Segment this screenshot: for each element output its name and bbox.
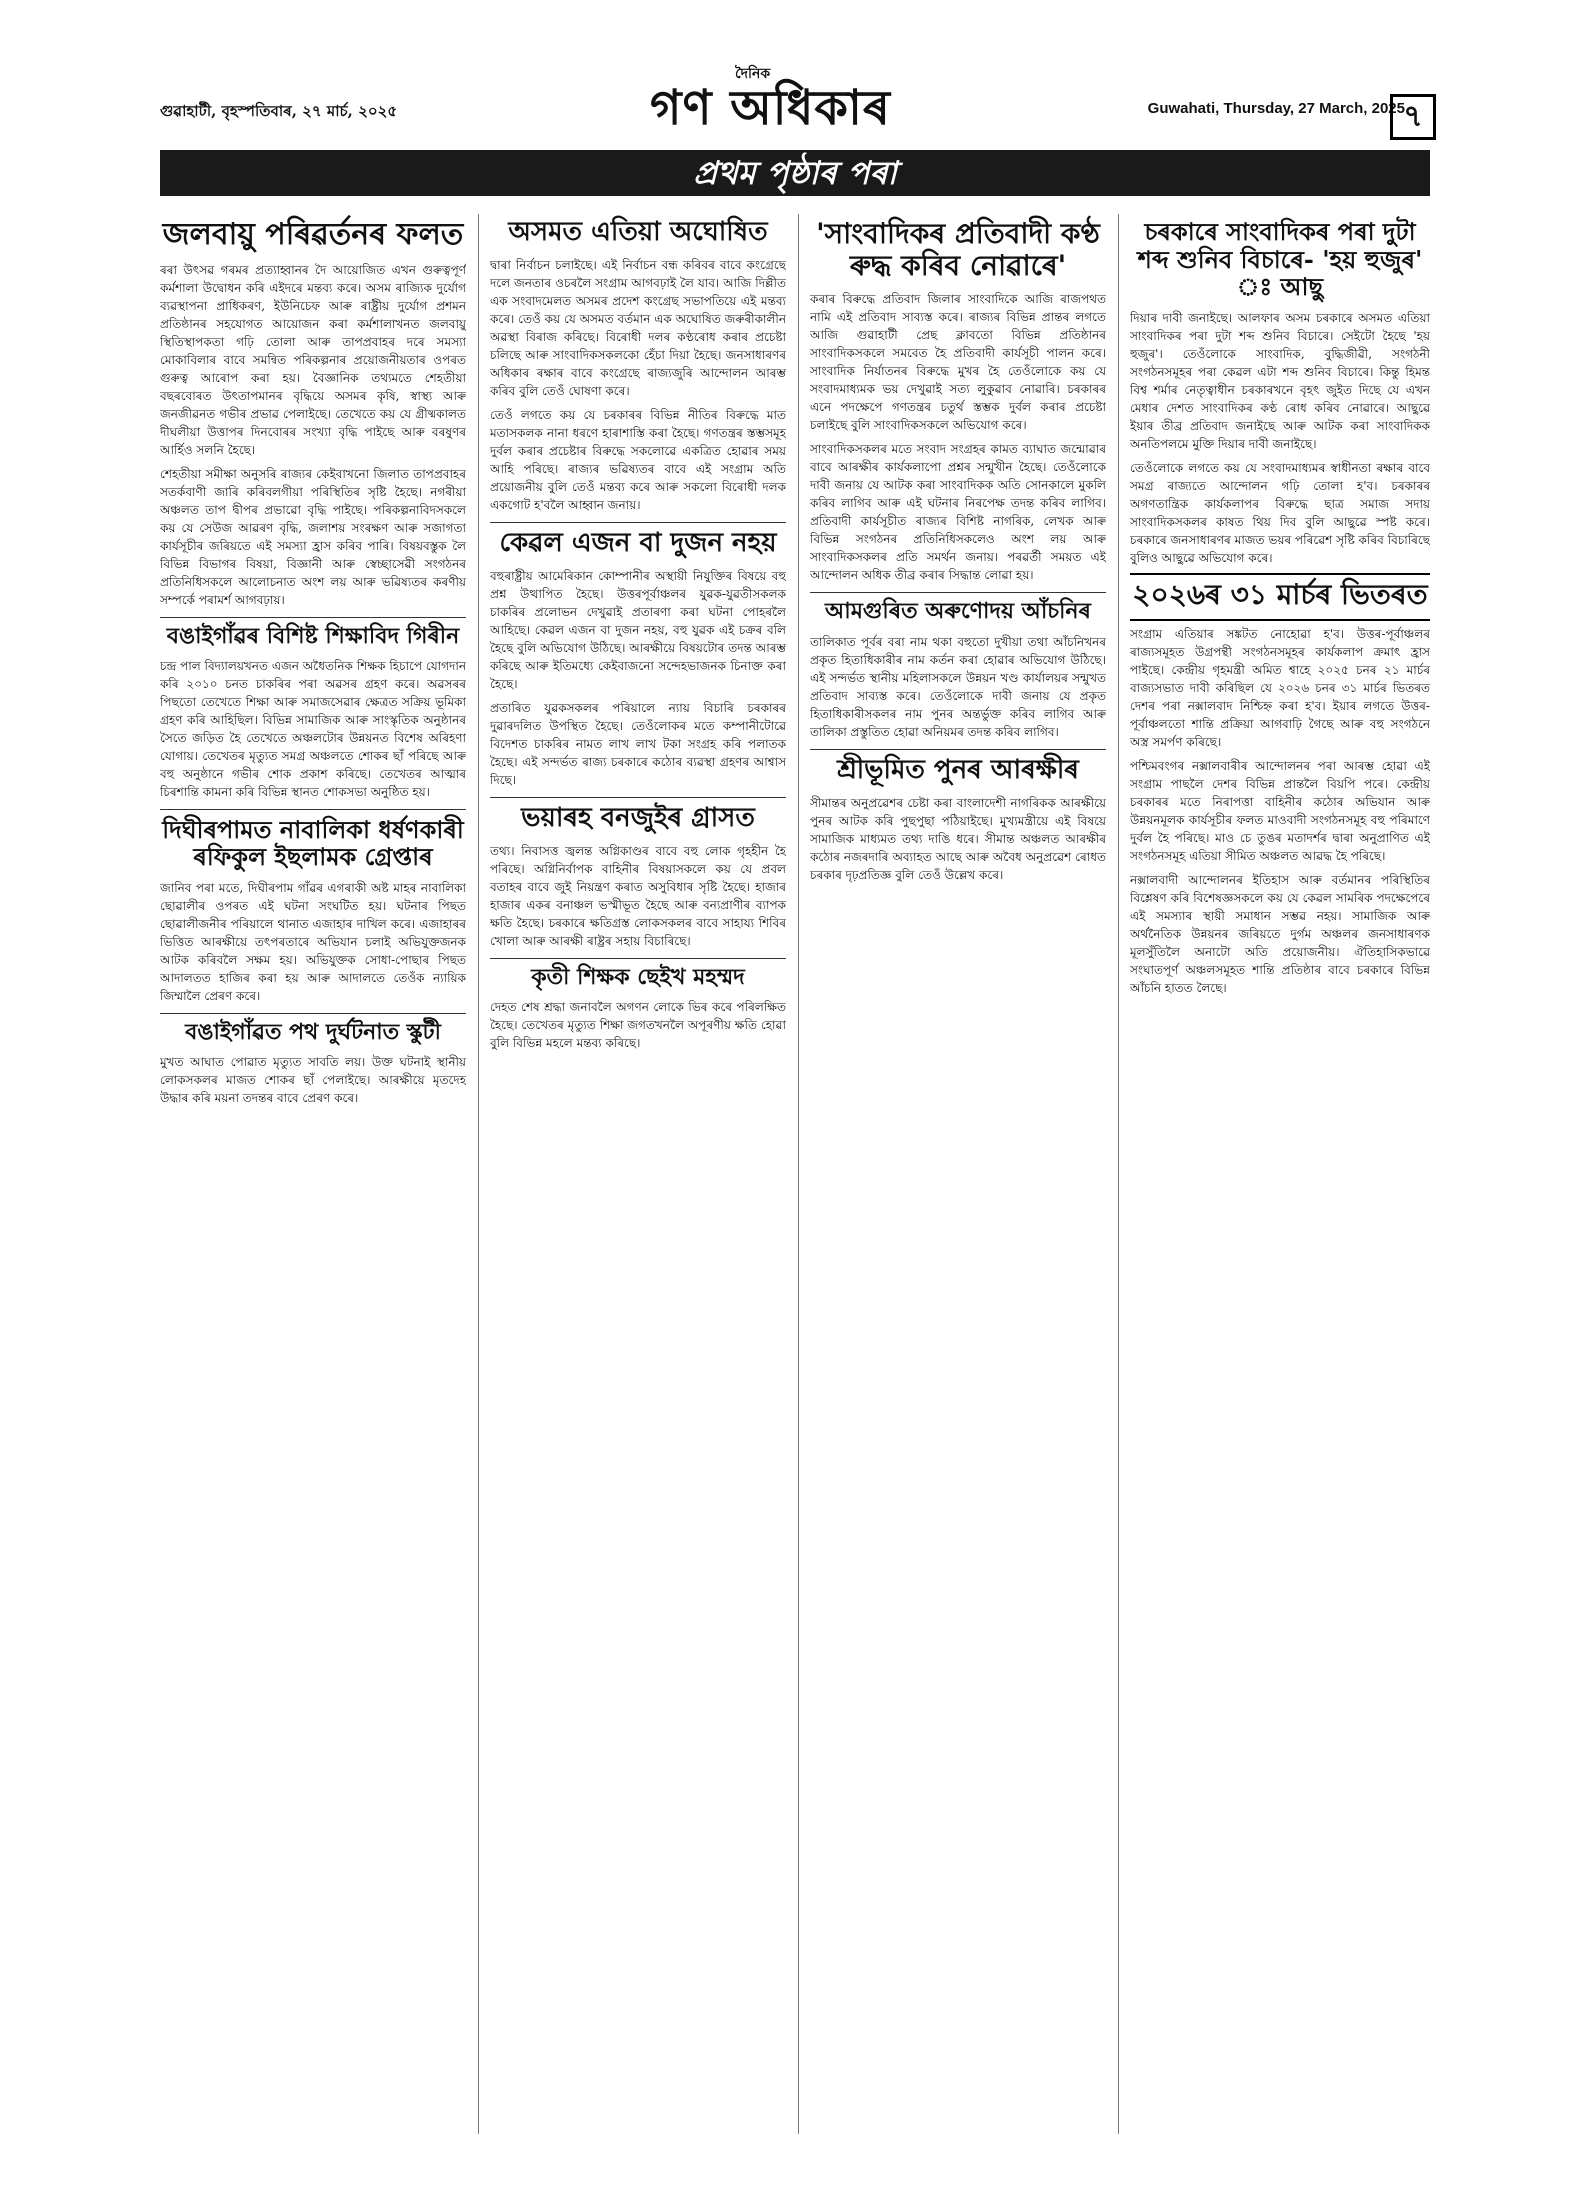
divider	[1130, 619, 1430, 621]
article-body: কৰাৰ বিৰুদ্ধে প্ৰতিবাদ জিলাৰ সাংবাদিকে আজি ৰাজপথত নামি এই প্ৰতিবাদ সাব্যস্ত কৰে। ৰাজ্যৰ বিভিন্ন প্ৰান্তৰ লগতে আজি গুৱাহাটী প্ৰেছ ক্লাবতো বিভিন্ন প্ৰতিষ্ঠানৰ সাংবাদিকসকলে সমবেত হৈ প্ৰতিবাদী কাৰ্যসূচী পালন কৰে। সাংবাদিক নিৰ্যাতনৰ বিৰুদ্ধে মুখৰ হৈ তেওঁলোকে কয় যে সংবাদমাধ্যমক ভয় দেখুৱাই সত্য লুকুৱাব নোৱাৰি। চৰকাৰৰ এনে পদক্ষেপে গণতন্ত্ৰৰ চতুৰ্থ স্তম্ভক দুৰ্বল কৰাৰ প্ৰচেষ্টা চলাইছে বুলি সাংবাদিকসকলে অভিযোগ কৰে।	[810, 292, 1106, 433]
headline-2026-deadline: ২০২৬ৰ ৩১ মাৰ্চৰ ভিতৰত	[1132, 577, 1428, 611]
article-body: দেহত শেষ শ্ৰদ্ধা জনাবলৈ অগণন লোকে ভিৰ কৰে পৰিলক্ষিত হৈছে। তেখেতৰ মৃত্যুত শিক্ষা জগতখনলৈ অপূৰণীয় ক্ষতি হোৱা বুলি বিভিন্ন মহলে মন্তব্য কৰিছে।	[490, 999, 786, 1050]
article-body: তেওঁ লগতে কয় যে চৰকাৰৰ বিভিন্ন নীতিৰ বিৰুদ্ধে মাত মতাসকলক নানা ধৰণে হাৰাশাস্তি কৰা হৈছে। গণতন্ত্ৰৰ স্তম্ভসমূহ দুৰ্বল কৰাৰ প্ৰচেষ্টাৰ বিৰুদ্ধে সকলোৱে একত্ৰিত হোৱাৰ সময় আহি পৰিছে। ৰাজ্যৰ ভৱিষ্যতৰ বাবে এই সংগ্ৰাম অতি প্ৰয়োজনীয় বুলি তেওঁ মন্তব্য কৰে আৰু সকলো বিৰোধী দলক একগোট হ'বলৈ আহ্বান জনায়।	[490, 407, 786, 512]
divider	[160, 1013, 466, 1014]
headline-educationist: বঙাইগাঁৱৰ বিশিষ্ট শিক্ষাবিদ গিৰীন	[166, 622, 460, 649]
article-body: সাংবাদিকসকলৰ মতে সংবাদ সংগ্ৰহৰ কামত ব্যাঘাত জন্মোৱাৰ বাবে আৰক্ষীৰ কাৰ্যকলাপো প্ৰশ্নৰ সন্মুখীন হৈছে। তেওঁলোকে দাবী জনায় যে আটক কৰা সাংবাদিকক অতি সোনকালে মুকলি কৰিব লাগিব আৰু এই ঘটনাৰ নিৰপেক্ষ তদন্ত কৰিব লাগিব। প্ৰতিবাদী কাৰ্যসূচীত ৰাজ্যৰ বিশিষ্ট নাগৰিক, লেখক আৰু বিভিন্ন সংগঠনৰ প্ৰতিনিধিসকলেও অংশ লয় আৰু সাংবাদিকসকলৰ প্ৰতি সমৰ্থন জনায়। পৰৱৰ্তী সময়ত এই আন্দোলন অধিক তীব্ৰ কৰাৰ সিদ্ধান্ত লোৱা হয়।	[810, 442, 1106, 583]
headline-teacher: কৃতী শিক্ষক ছেইখ মহম্মদ	[531, 963, 745, 990]
column-4	[1130, 214, 1430, 2134]
column-1	[160, 214, 466, 2134]
dateline-left: গুৱাহাটী, বৃহস্পতিবাৰ, ২৭ মাৰ্চ, ২০২৫	[160, 102, 398, 120]
headline-journalist-voice: 'সাংবাদিকৰ প্ৰতিবাদী কণ্ঠ ৰুদ্ধ কৰিব নোৱাৰে'	[816, 217, 1100, 283]
divider	[160, 809, 466, 810]
headline-sribhumi: শ্ৰীভূমিত পুনৰ আৰক্ষীৰ	[837, 754, 1079, 785]
column-2	[490, 214, 786, 2134]
headline-not-one-or-two: কেৱল এজন বা দুজন নহয়	[499, 527, 777, 558]
divider	[490, 522, 786, 523]
column-rule	[1118, 214, 1119, 2134]
headline-wildfire: ভয়াৰহ বনজুইৰ গ্ৰাসত	[521, 802, 755, 833]
article-body: তথ্য। নিবাসত্ত জ্বলন্ত অগ্নিকাণ্ডৰ বাবে বহু লোক গৃহহীন হৈ পৰিছে। অগ্নিনিৰ্বাপক বাহিনীৰ বিষয়াসকলে কয় যে প্ৰবল বতাহৰ বাবে জুই নিয়ন্ত্ৰণ কৰাত অসুবিধাৰ সৃষ্টি হৈছে। হাজাৰ হাজাৰ একৰ বনাঞ্চল ভস্মীভূত হৈছে আৰু বন্যপ্ৰাণীৰ ব্যাপক ক্ষতি হৈছে। চৰকাৰে ক্ষতিগ্ৰস্ত লোকসকলৰ বাবে সাহায্য শিবিৰ খোলা আৰু আৰক্ষী ৰাষ্ট্ৰৰ সহায় বিচাৰিছে।	[490, 843, 786, 948]
article-body: শেহতীয়া সমীক্ষা অনুসৰি ৰাজ্যৰ কেইবাখনো জিলাত তাপপ্ৰবাহৰ সতৰ্কবাণী জাৰি কৰিবলগীয়া পৰিস্থিতিৰ সৃষ্টি হৈছে। নগৰীয়া অঞ্চলত তাপ দ্বীপৰ প্ৰভাৱো বৃদ্ধি পাইছে। পৰিকল্পনাবিদসকলে কয় যে সেউজ আৱৰণ বৃদ্ধি, জলাশয় সংৰক্ষণ আৰু সজাগতা কাৰ্যসূচীৰ জৰিয়তে এই সমস্যা হ্ৰাস কৰিব পাৰি। বিষয়বস্তুক লৈ বিভিন্ন বিভাগৰ বিষয়া, বিজ্ঞানী আৰু স্বেচ্ছাসেৱী সংগঠনৰ প্ৰতিনিধিসকলে আলোচনাত অংশ লয় আৰু ভৱিষ্যতৰ কৰণীয় সম্পৰ্কে পৰামৰ্শ আগবঢ়ায়।	[160, 466, 466, 607]
section-banner: প্ৰথম পৃষ্ঠাৰ পৰা	[160, 150, 1430, 196]
article-body: মুখত আঘাত পোৱাত মৃত্যুত সাবতি লয়। উক্ত ঘটনাই স্থানীয় লোকসকলৰ মাজত শোকৰ ছাঁ পেলাইছে। আৰক্ষীয়ে মৃতদেহ উদ্ধাৰ কৰি ময়না তদন্তৰ বাবে প্ৰেৰণ কৰে।	[160, 1055, 466, 1106]
headline-arrest: দিঘীৰপামত নাবালিকা ধৰ্ষণকাৰী ৰফিকুল ইছলামক গ্ৰেপ্তাৰ	[162, 814, 464, 872]
headline-climate: জলবায়ু পৰিৱৰ্তনৰ ফলত	[162, 217, 464, 252]
article-body: দ্বাৰা নিৰ্বাচন চলাইছে। এই নিৰ্বাচন বন্ধ কৰিবৰ বাবে কংগ্ৰেছে দলে জনতাৰ ওচৰলৈ সংগ্ৰাম আগবঢ়াই লৈ যাব। আজি দিল্লীত এক সংবাদমেলত অসমৰ প্ৰদেশ কংগ্ৰেছ সভাপতিয়ে এই মন্তব্য কৰে। তেওঁ কয় যে অসমত বৰ্তমান এক অঘোষিত জৰুৰীকালীন অৱস্থা বিৰাজ কৰিছে। বিৰোধী দলৰ কণ্ঠৰোধ কৰাৰ প্ৰচেষ্টা চলিছে আৰু সাংবাদিকসকলকো হেঁচা দিয়া হৈছে। জনসাধাৰণৰ অধিকাৰ ৰক্ষাৰ বাবে কংগ্ৰেছে ৰাজ্যজুৰি আন্দোলন আৰম্ভ কৰিব বুলি তেওঁ ঘোষণা কৰে।	[490, 257, 786, 398]
article-body: সীমান্তৰ অনুপ্ৰৱেশৰ চেষ্টা কৰা বাংলাদেশী নাগৰিকক আৰক্ষীয়ে পুনৰ আটক কৰি পুছপুছা পঠিয়াইছে। মুখ্যমন্ত্ৰীয়ে এই বিষয়ে সামাজিক মাধ্যমত তথ্য দাঙি ধৰে। সীমান্ত অঞ্চলত আৰক্ষীৰ কঠোৰ নজৰদাৰি অব্যাহত আছে আৰু অবৈধ অনুপ্ৰৱেশ ৰোধত চৰকাৰ দৃঢ়প্ৰতিজ্ঞ বুলি তেওঁ উল্লেখ কৰে।	[810, 795, 1106, 882]
article-body: নক্সালবাদী আন্দোলনৰ ইতিহাস আৰু বৰ্তমানৰ পৰিস্থিতিৰ বিশ্লেষণ কৰি বিশেষজ্ঞসকলে কয় যে কেৱল সামৰিক পদক্ষেপেৰে এই সমস্যাৰ স্থায়ী সমাধান সম্ভৱ নহয়। সামাজিক আৰু অৰ্থনৈতিক উন্নয়নৰ জৰিয়তে দুৰ্গম অঞ্চলৰ জনসাধাৰণক মূলসুঁতিলৈ অনাটো অতি প্ৰয়োজনীয়। ঐতিহাসিকভাৱে সংঘাতপূৰ্ণ অঞ্চলসমূহত শান্তি প্ৰতিষ্ঠাৰ বাবে চৰকাৰে বিভিন্ন আঁচনি হাতত লৈছে।	[1130, 872, 1430, 995]
article-body: চন্দ্ৰ পাল বিদ্যালয়খনত এজন অধৈতনিক শিক্ষক হিচাপে যোগদান কৰি ২০১০ চনত চাকৰিৰ পৰা অৱসৰ গ্ৰহণ কৰে। অৱসৰৰ পিছতো তেখেতে শিক্ষা আৰু সমাজসেৱাৰ ক্ষেত্ৰত সক্ৰিয় ভূমিকা গ্ৰহণ কৰি আহিছিল। বিভিন্ন সামাজিক আৰু সাংস্কৃতিক অনুষ্ঠানৰ সৈতে জড়িত হৈ তেখেতে অঞ্চলটোৰ উন্নয়নত বিশেষ অৰিহণা যোগায়। তেখেতৰ মৃত্যুত সমগ্ৰ অঞ্চলতে শোকৰ ছাঁ পৰিছে আৰু বহু অনুষ্ঠানে গভীৰ শোক প্ৰকাশ কৰিছে। তেখেতৰ আত্মাৰ চিৰশান্তি কামনা কৰি বিভিন্ন স্থানত শোকসভা অনুষ্ঠিত হয়।	[160, 658, 466, 799]
headline-arunodoi: আমগুৰিত অৰুণোদয় আঁচনিৰ	[825, 598, 1091, 625]
divider	[1130, 573, 1430, 575]
article-body: প্ৰতাৰিত যুৱকসকলৰ পৰিয়ালে ন্যায় বিচাৰি চৰকাৰৰ দুৱাৰদলিত উপস্থিত হৈছে। তেওঁলোকৰ মতে কম্পানীটোৱে বিদেশত চাকৰিৰ নামত লাখ লাখ টকা সংগ্ৰহ কৰি পলাতক হৈছে। এই সন্দৰ্ভত ৰাজ্য চৰকাৰে কঠোৰ ব্যৱস্থা গ্ৰহণৰ আশ্বাস দিছে।	[490, 700, 786, 787]
newspaper-logo: গণ অধিকাৰ	[650, 80, 891, 136]
headline-emergency: অসমত এতিয়া অঘোষিত	[508, 217, 768, 247]
divider	[810, 592, 1106, 593]
headline-aasu: চৰকাৰে সাংবাদিকৰ পৰা দুটা শব্দ শুনিব বিচাৰে- 'হয় হুজুৰ' ঃ আছু	[1137, 217, 1423, 302]
headline-accident: বঙাইগাঁৱত পথ দুৰ্ঘটনাত স্কুটী	[185, 1018, 441, 1045]
divider	[160, 617, 466, 618]
column-rule	[478, 214, 479, 2134]
divider	[490, 958, 786, 959]
divider	[810, 749, 1106, 750]
article-body: তেওঁলোকে লগতে কয় যে সংবাদমাধ্যমৰ স্বাধীনতা ৰক্ষাৰ বাবে সমগ্ৰ ৰাজ্যতে আন্দোলন গঢ়ি তোলা হ'ব। চৰকাৰৰ অগণতান্ত্ৰিক কাৰ্যকলাপৰ বিৰুদ্ধে ছাত্ৰ সমাজ সদায় সাংবাদিকসকলৰ কাষত থিয় দিব বুলি আছুৱে স্পষ্ট কৰে। চৰকাৰে জনসাধাৰণৰ মাজত ভয়ৰ পৰিৱেশ সৃষ্টি কৰিব বিচাৰিছে বুলিও আছুৱে অভিযোগ কৰে।	[1130, 460, 1430, 565]
page-number: ৭	[1390, 94, 1436, 140]
article-body: দিয়াৰ দাবী জনাইছে। আলফাৰ অসম চৰকাৰে অসমত এতিয়া সাংবাদিকৰ পৰা দুটা শব্দ শুনিব বিচাৰে। সেইটো হৈছে 'হয় হুজুৰ'। তেওঁলোকে সাংবাদিক, বুদ্ধিজীৱী, সংগঠনী সংগঠনসমূহৰ পৰা কেৱল এটা শব্দ শুনিব বিচাৰে। কিন্তু হিমন্ত বিশ্ব শৰ্মাৰ নেতৃত্বাধীন চৰকাৰখনে বৃহৎ জুইত দিছে যে এখন মেধাৰ দেশত সাংবাদিকৰ কণ্ঠ ৰোধ কৰিব নোৱাৰে। আছুৱে ইয়াৰ তীব্ৰ প্ৰতিবাদ জনাইছে আৰু আটক কৰা সাংবাদিকক অনতিপলমে মুক্তি দিয়াৰ দাবী জনাইছে।	[1130, 310, 1430, 451]
article-body: বহুৰাষ্ট্ৰীয় আমেৰিকান কোম্পানীৰ অস্থায়ী নিযুক্তিৰ বিষয়ে বহু প্ৰশ্ন উত্থাপিত হৈছে। উত্তৰপূৰ্বাঞ্চলৰ যুৱক-যুৱতীসকলক চাকৰিৰ প্ৰলোভন দেখুৱাই প্ৰতাৰণা কৰা ঘটনা পোহৰলৈ আহিছে। কেৱল এজন বা দুজন নহয়, বহু যুৱক এই চক্ৰৰ বলি হৈছে বুলি অভিযোগ উঠিছে। আৰক্ষীয়ে বিষয়টোৰ তদন্ত আৰম্ভ কৰিছে আৰু ইতিমধ্যে কেইবাজনো সন্দেহভাজনক চিনাক্ত কৰা হৈছে।	[490, 568, 786, 691]
article-body: জানিব পৰা মতে, দিঘীৰপাম গাঁৱৰ এগৰাকী অষ্ট মাহৰ নাবালিকা ছোৱালীৰ ওপৰত এই ঘটনা সংঘটিত হয়। ঘটনাৰ পিছত ছোৱালীজনীৰ পৰিয়ালে থানাত এজাহাৰ দাখিল কৰে। এজাহাৰৰ ভিত্তিত আৰক্ষীয়ে তৎপৰতাৰে অভিযান চলাই অভিযুক্তজনক আটক কৰিবলৈ সক্ষম হয়। অভিযুক্তক সোধা-পোছাৰ পিছত আদালতত হাজিৰ কৰা হয় আৰু আদালতে তেওঁক ন্যায়িক জিম্মালৈ প্ৰেৰণ কৰে।	[160, 880, 466, 1003]
logo-tagline: দৈনিক	[735, 66, 771, 82]
column-rule	[798, 214, 799, 2134]
dateline-right: Guwahati, Thursday, 27 March, 2025	[1147, 100, 1405, 117]
article-body: সংগ্ৰাম এতিয়াৰ সঙ্কটত নোহোৱা হ'ব। উত্তৰ-পূৰ্বাঞ্চলৰ ৰাজ্যসমূহত উগ্ৰপন্থী সংগঠনসমূহৰ কাৰ্যকলাপ ক্ৰমাৎ হ্ৰাস পাইছে। কেন্দ্ৰীয় গৃহমন্ত্ৰী অমিত শ্বাহে ২০২৫ চনৰ ২১ মাৰ্চৰ বাজ্যসভাত দাবী কৰিছিল যে ২০২৬ চনৰ ৩১ মাৰ্চৰ ভিতৰত দেশৰ পৰা নক্সালবাদ নিশ্চিহ্ন কৰা হ'ব। ইয়াৰ লগতে উত্তৰ-পূৰ্বাঞ্চলতো শান্তি প্ৰক্ৰিয়া আগবাঢ়ি গৈছে আৰু বহু সংগঠনে অস্ত্ৰ সমৰ্পণ কৰিছে।	[1130, 626, 1430, 749]
column-3	[810, 214, 1106, 2134]
article-body: পশ্চিমবংগৰ নক্সালবাৰীৰ আন্দোলনৰ পৰা আৰম্ভ হোৱা এই সংগ্ৰাম পাছলৈ দেশৰ বিভিন্ন প্ৰান্তলৈ বিয়পি পৰে। কেন্দ্ৰীয় চৰকাৰৰ মতে নিৰাপত্তা বাহিনীৰ কঠোৰ অভিযান আৰু উন্নয়নমূলক কাৰ্যসূচীৰ ফলত মাওবাদী সংগঠনসমূহ বহু পৰিমাণে দুৰ্বল হৈ পৰিছে। মাও চে তুঙৰ মতাদৰ্শৰ দ্বাৰা অনুপ্ৰাণিত এই সংগঠনসমূহ এতিয়া সীমিত অঞ্চলত আৱদ্ধ হৈ পৰিছে।	[1130, 758, 1430, 863]
article-body: তালিকাত পূৰ্বৰ বৰা নাম থকা বহুতো দুখীয়া তথা আঁচনিখনৰ প্ৰকৃত হিতাধিকাৰীৰ নাম কৰ্তন কৰা হোৱাৰ অভিযোগ উঠিছে। এই সন্দৰ্ভত স্থানীয় মহিলাসকলে উন্নয়ন খণ্ড কাৰ্যালয়ৰ সন্মুখত প্ৰতিবাদ সাব্যস্ত কৰে। তেওঁলোকে দাবী জনায় যে প্ৰকৃত হিতাধিকাৰীসকলৰ নাম পুনৰ অন্তৰ্ভুক্ত কৰিব লাগিব আৰু তালিকা প্ৰস্তুতিত হোৱা অনিয়মৰ তদন্ত কৰিব লাগিব।	[810, 634, 1106, 739]
divider	[490, 797, 786, 798]
article-body: ৰৰা উৎসৱ গৰমৰ প্ৰত্যাহ্বানৰ দৈ আয়োজিত এখন গুৰুত্বপূৰ্ণ কৰ্মশালা উদ্বোধন কৰি এইদৰে মন্তব্য কৰে। অসম ৰাজ্যিক দুৰ্যোগ ব্যৱস্থাপনা প্ৰাধিকৰণ, ইউনিচেফ আৰু ৰাষ্ট্ৰীয় দুৰ্যোগ প্ৰশমন প্ৰতিষ্ঠানৰ সহযোগত আয়োজন কৰা কৰ্মশালাখনত জলবায়ু স্থিতিস্থাপকতা গঢ়ি তোলা আৰু তাপপ্ৰবাহৰ দৰে সমস্যা মোকাবিলাৰ বাবে সমন্বিত পৰিকল্পনাৰ প্ৰয়োজনীয়তাৰ ওপৰত গুৰুত্ব আৰোপ কৰা হয়। বৈজ্ঞানিক তথ্যমতে শেহতীয়া বছৰবোৰত উৎতাপমানৰ বৃদ্ধিয়ে অসমৰ কৃষি, স্বাস্থ্য আৰু জনজীৱনত গভীৰ প্ৰভাৱ পেলাইছে। তেখেতে কয় যে গ্ৰীষ্মকালত দীঘলীয়া উত্তাপৰ দিনবোৰৰ সংখ্যা বৃদ্ধি পাইছে আৰু বৰষুণৰ আৰ্হিও সলনি হৈছে।	[160, 262, 466, 457]
